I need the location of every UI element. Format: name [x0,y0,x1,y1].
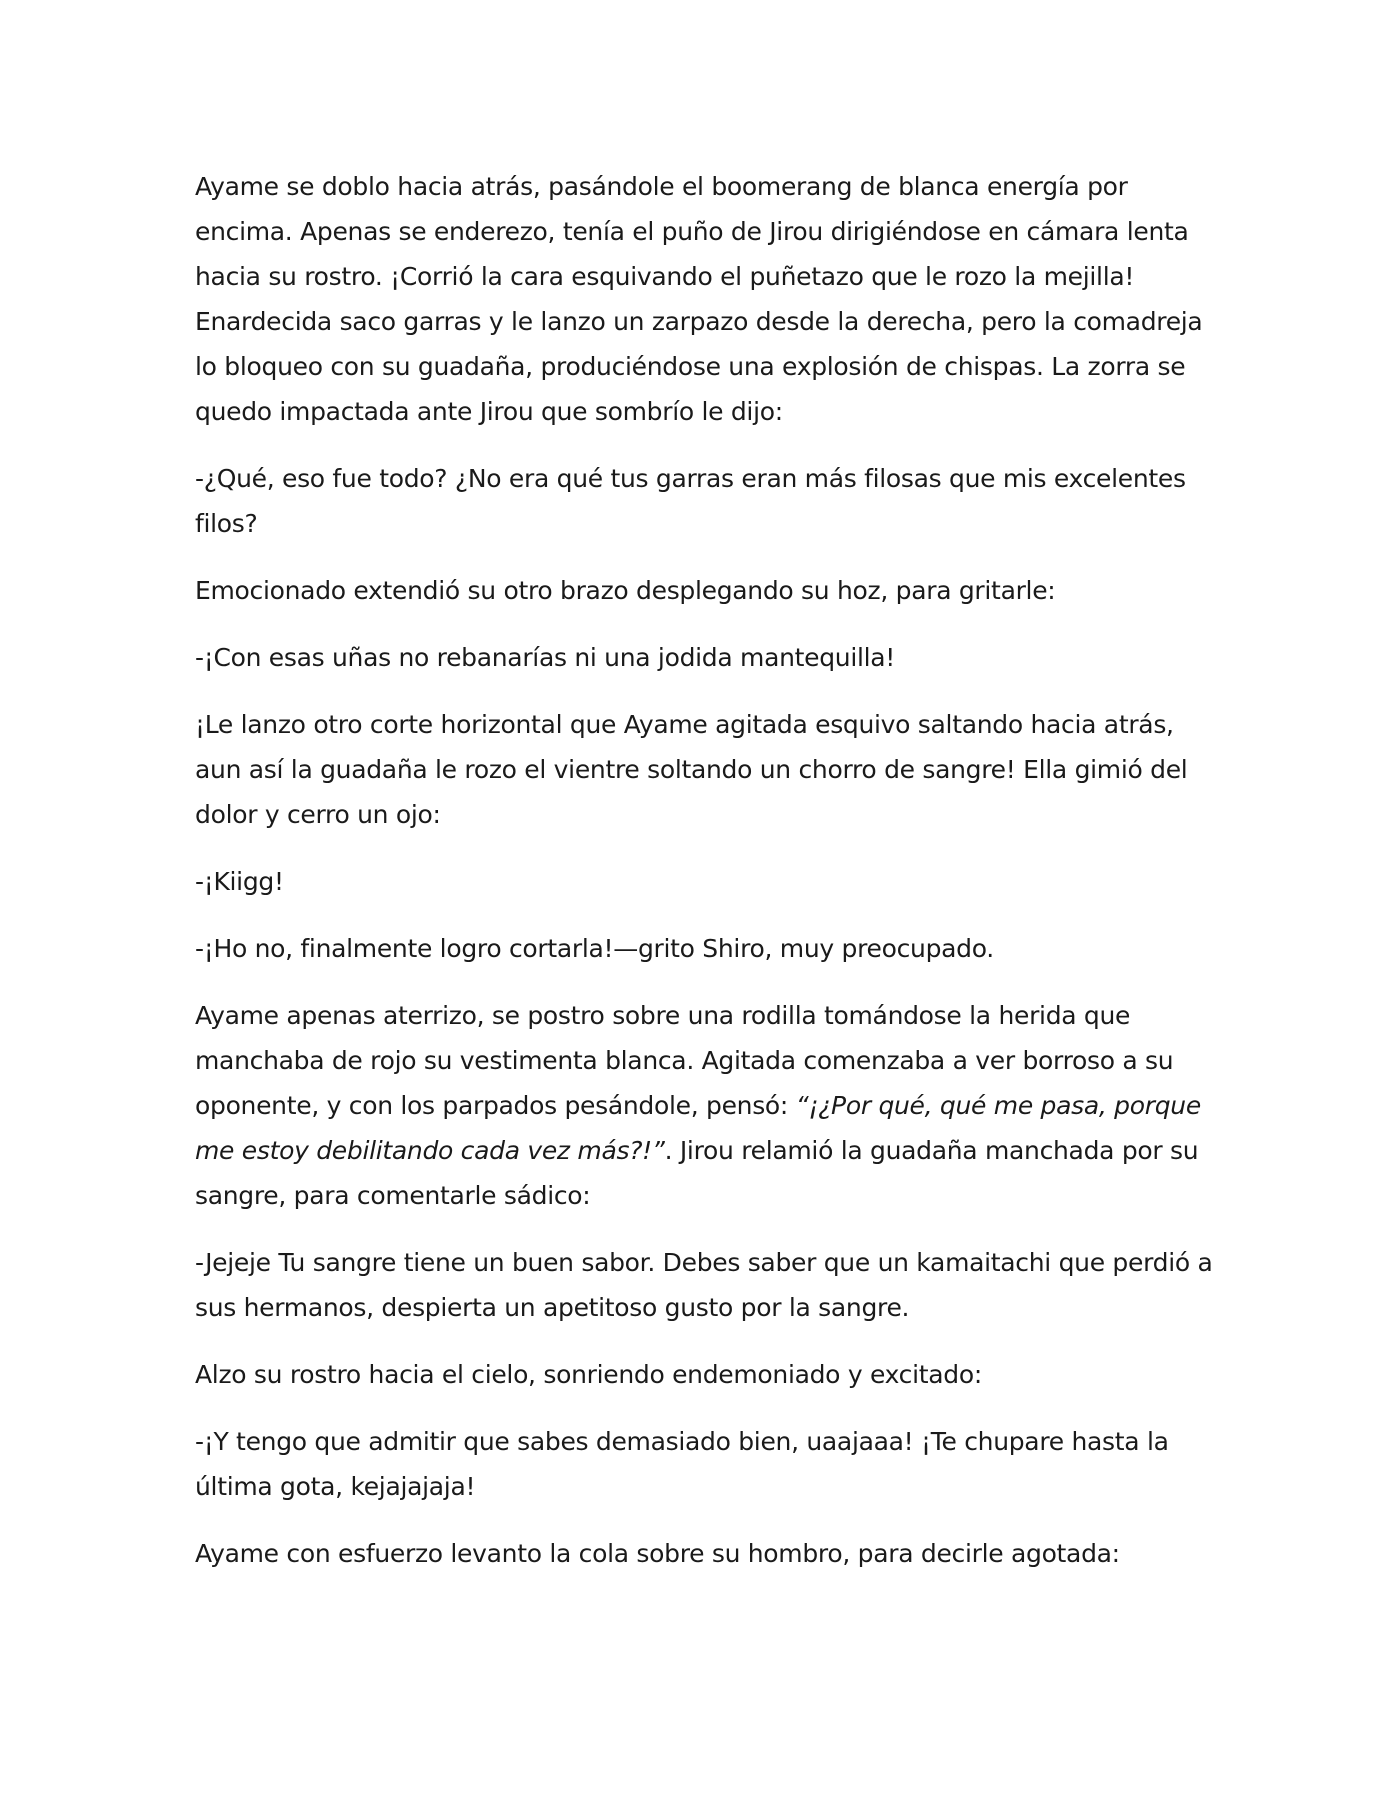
document-page [195,164,1225,1598]
paragraph-10: Alzo su rostro hacia el cielo, sonriendo endemoniado y excitado: [195,1360,982,1389]
paragraph-7: -¡Ho no, finalmente logro cortarla!—grito Shiro, muy preocupado. [195,934,994,963]
paragraph-8-text-before: Ayame apenas aterrizo, se postro sobre una rodilla tomándose la herida que manchaba de rojo su vestimenta blanca. Agitada comenzaba a ver borroso a su oponente, y con los parpados pesándole, pensó: [195,1001,1174,1120]
paragraph-8-italic-thought: “¡¿Por qué, qué me pasa, porque me estoy debilitando cada vez más?!” [195,1091,1201,1165]
paragraph-12: Ayame con esfuerzo levanto la cola sobre su hombro, para decirle agotada: [195,1539,1120,1568]
paragraph-1: Ayame se doblo hacia atrás, pasándole el boomerang de blanca energía por encima. Apenas se enderezo, tenía el puño de Jirou dirigiéndose en cámara lenta hacia su rostro. ¡Corrió la cara esquivando el puñetazo que le rozo la mejilla! Enardecida saco garras y le lanzo un zarpazo desde la derecha, pero la comadreja lo bloqueo con su guadaña, produciéndose una explosión de chispas. La zorra se quedo impactada ante Jirou que sombrío le dijo: [195,172,1203,426]
paragraph-8-text-after: . Jirou relamió la guadaña manchada por su sangre, para comentarle sádico: [195,1136,1199,1210]
paragraph-4: -¡Con esas uñas no rebanarías ni una jodida mantequilla! [195,643,896,672]
paragraph-5: ¡Le lanzo otro corte horizontal que Ayame agitada esquivo saltando hacia atrás, aun así la guadaña le rozo el vientre soltando un chorro de sangre! Ella gimió del dolor y cerro un ojo: [195,710,1188,829]
paragraph-3: Emocionado extendió su otro brazo desplegando su hoz, para gritarle: [195,576,1056,605]
paragraph-6: -¡Kiigg! [195,867,284,896]
paragraph-11: -¡Y tengo que admitir que sabes demasiado bien, uaajaaa! ¡Te chupare hasta la última gota, kejajajaja! [195,1427,1169,1501]
paragraph-9: -Jejeje Tu sangre tiene un buen sabor. Debes saber que un kamaitachi que perdió a sus hermanos, despierta un apetitoso gusto por la sangre. [195,1248,1213,1322]
paragraph-2: -¿Qué, eso fue todo? ¿No era qué tus garras eran más filosas que mis excelentes filos? [195,464,1186,538]
paragraph-8 [195,993,1225,1218]
